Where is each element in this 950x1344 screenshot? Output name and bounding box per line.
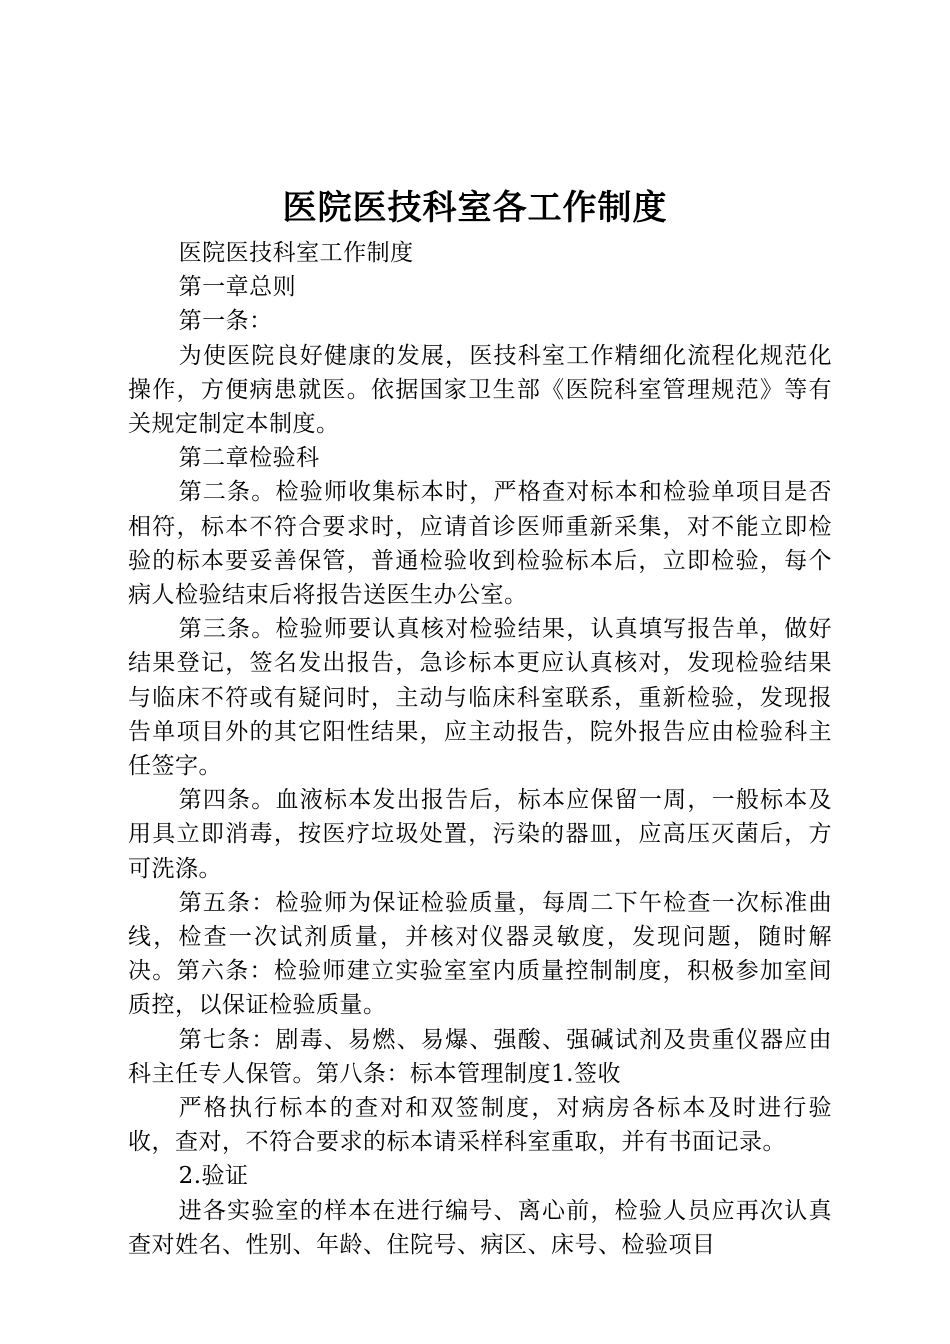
body-paragraph: 进各实验室的样本在进行编号、离心前，检验人员应再次认真查对姓名、性别、年龄、住院号、病区、床号、检验项目 xyxy=(128,1197,832,1258)
body-paragraph: 第三条。检验师要认真核对检验结果，认真填写报告单，做好结果登记，签名发出报告，急诊标本更应认真核对，发现检验结果与临床不符或有疑问时，主动与临床科室联系，重新检验，发现报告单项目外的其它阳性结果，应主动报告，院外报告应由检验科主任签字。 xyxy=(128,616,832,780)
body-paragraph: 为使医院良好健康的发展，医技科室工作精细化流程化规范化操作，方便病患就医。依据国家卫生部《医院科室管理规范》等有关规定制定本制度。 xyxy=(128,342,832,438)
document-body xyxy=(128,236,832,1262)
document-title: 医院医技科室各工作制度 xyxy=(282,188,668,228)
subtitle-paragraph: 医院医技科室工作制度 xyxy=(178,240,414,266)
body-paragraph: 第七条：剧毒、易燃、易爆、强酸、强碱试剂及贵重仪器应由科主任专人保管。第八条：标本管理制度1.签收 xyxy=(128,1026,832,1087)
article-heading: 第一条： xyxy=(178,308,273,335)
body-paragraph: 第二条。检验师收集标本时，严格查对标本和检验单项目是否相符，标本不符合要求时，应请首诊医师重新采集，对不能立即检验的标本要妥善保管，普通检验收到检验标本后，立即检验，每个病人检验结束后将报告送医生办公室。 xyxy=(128,479,832,609)
body-paragraph: 第五条：检验师为保证检验质量，每周二下午检查一次标准曲线，检查一次试剂质量，并核对仪器灵敏度，发现问题，随时解决。第六条：检验师建立实验室室内质量控制制度，积极参加室间质控，以保证检验质量。 xyxy=(128,889,832,1019)
body-paragraph: 严格执行标本的查对和双签制度，对病房各标本及时进行验收，查对，不符合要求的标本请采样科室重取，并有书面记录。 xyxy=(128,1095,832,1156)
chapter-heading: 第一章总则 xyxy=(178,274,297,301)
body-paragraph: 第四条。血液标本发出报告后，标本应保留一周，一般标本及用具立即消毒，按医疗垃圾处置，污染的器皿，应高压灭菌后，方可洗涤。 xyxy=(128,787,832,882)
chapter-heading: 第二章检验科 xyxy=(178,445,320,472)
section-heading: 2.验证 xyxy=(178,1163,249,1190)
